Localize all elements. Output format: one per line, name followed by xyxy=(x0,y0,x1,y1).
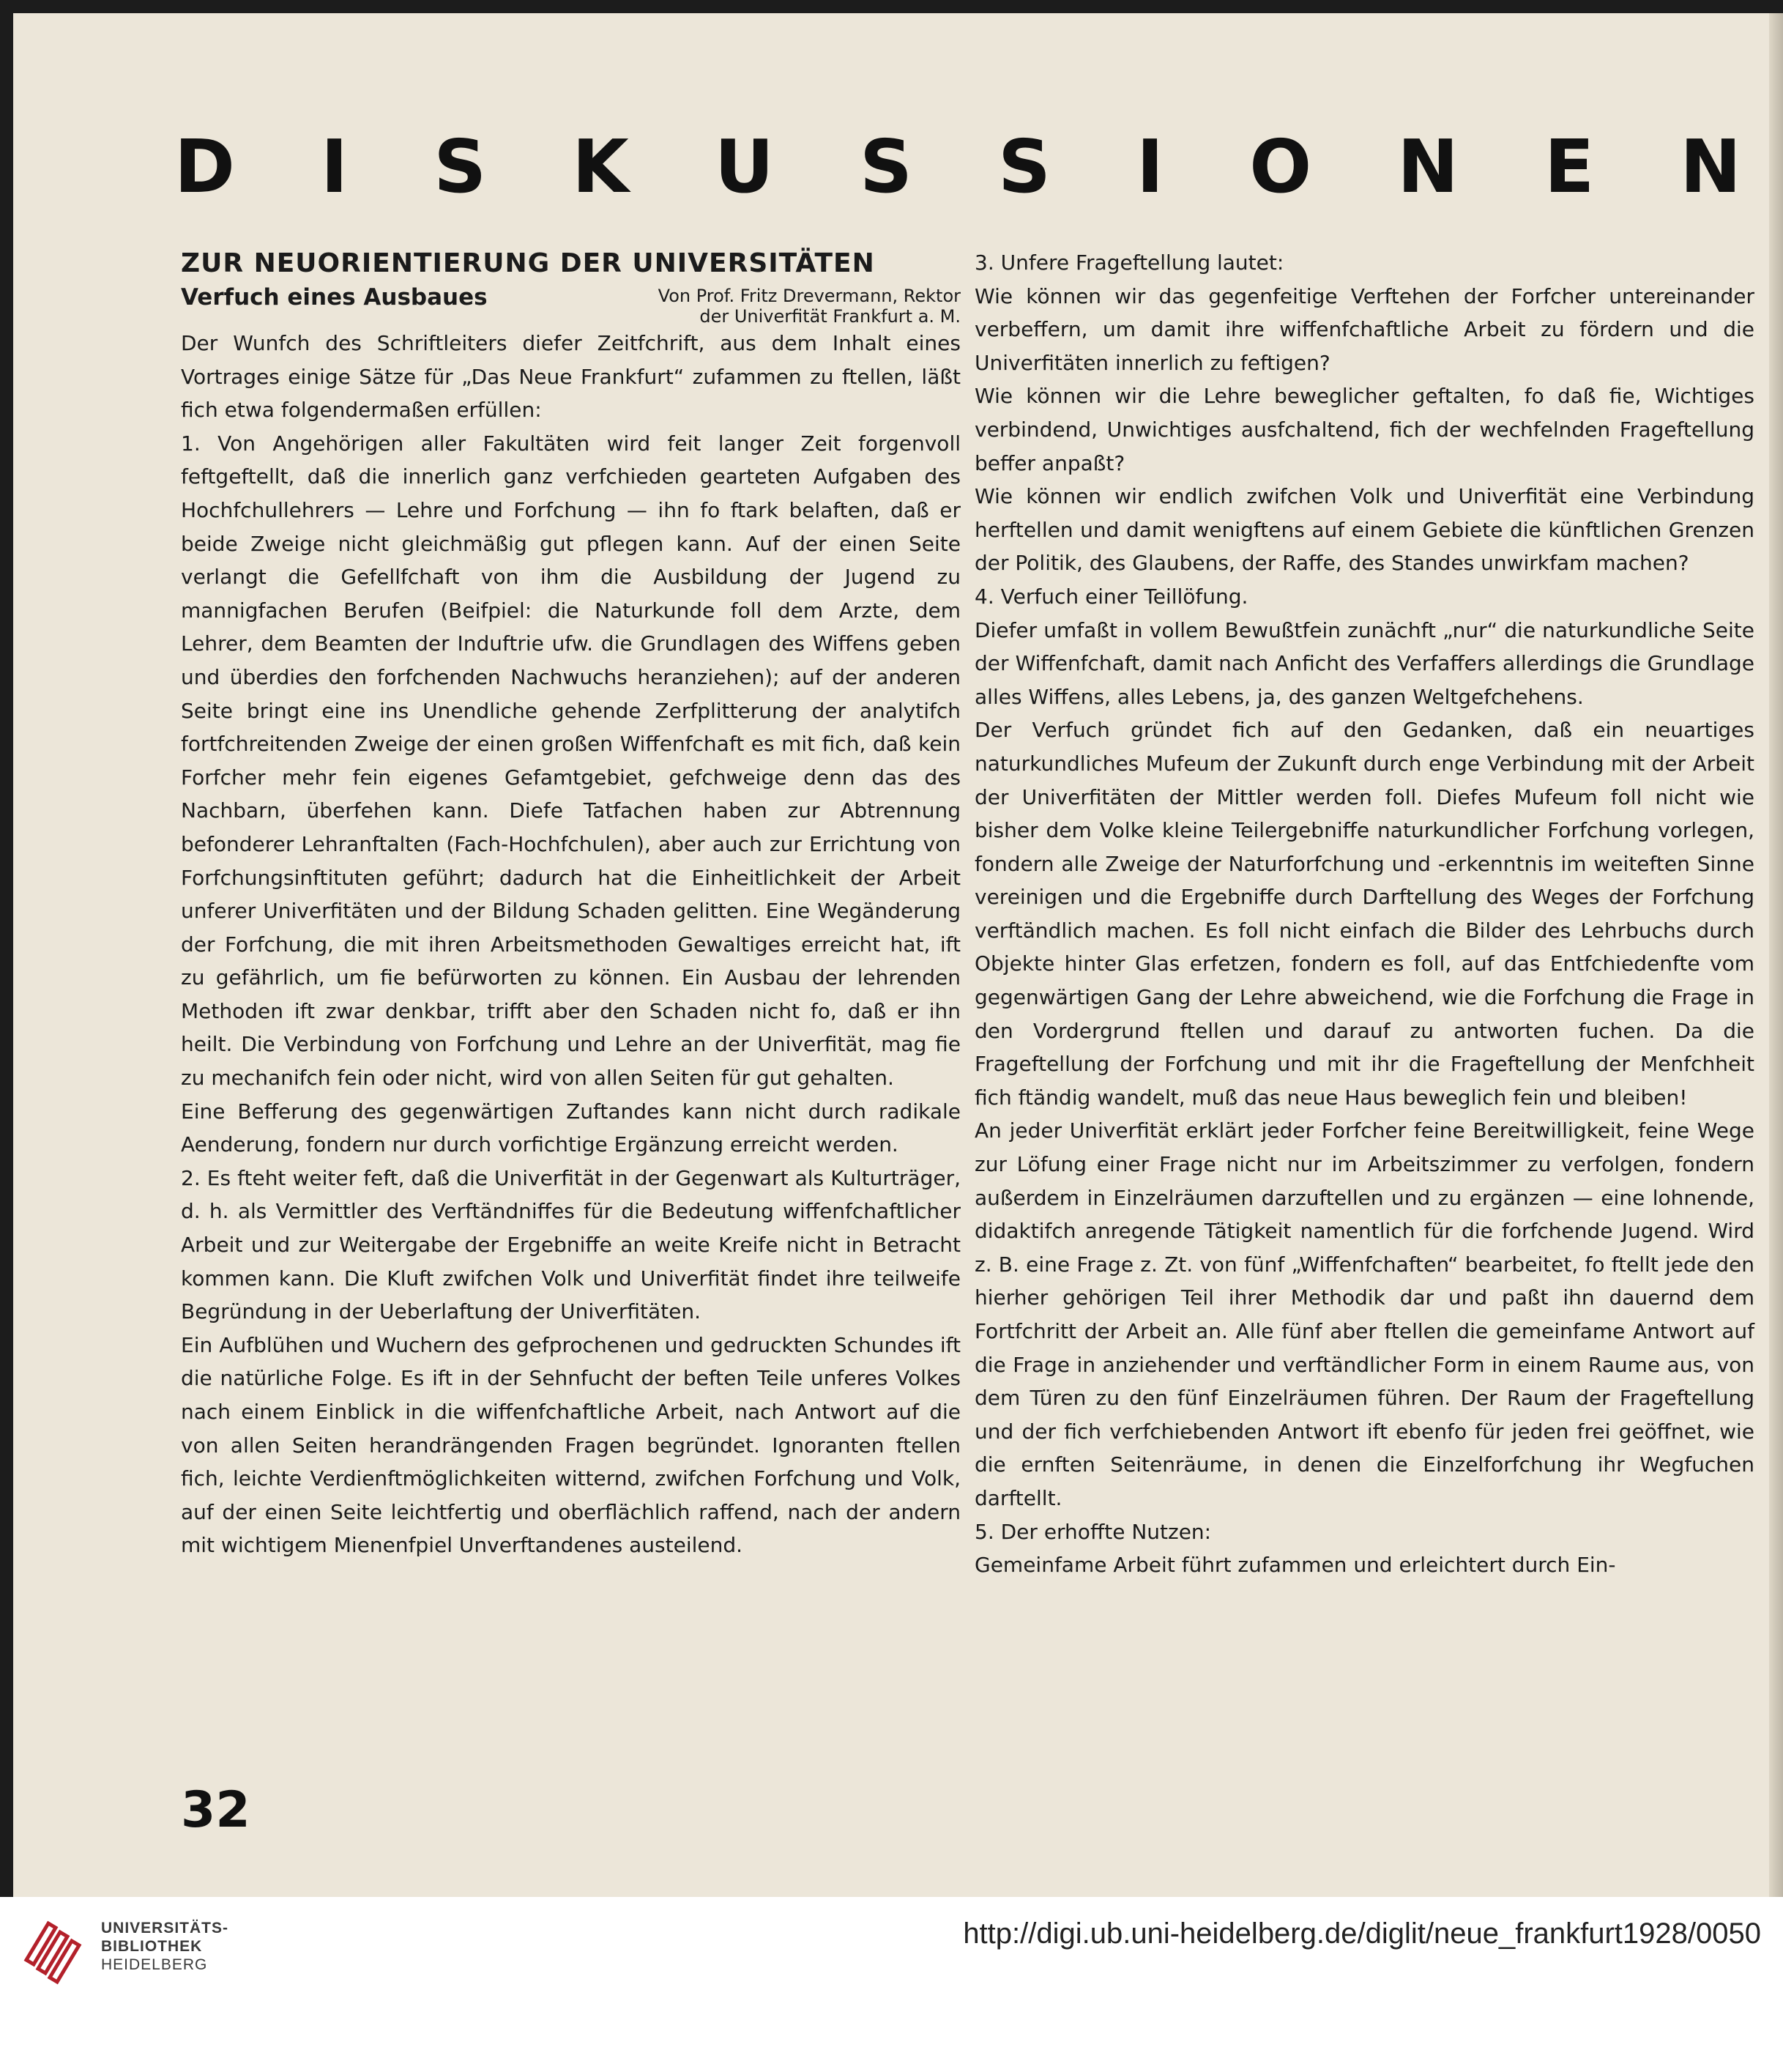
masthead-letter: E xyxy=(1544,124,1595,209)
paragraph: Wie können wir die Lehre beweglicher geftalten, fo daß fie, Wichtiges verbindend, Unwichtiges ausfchaltend, fich der wechfelnden Frageftellung beffer anpaßt? xyxy=(975,384,1754,475)
page-number: 32 xyxy=(181,1781,250,1839)
paragraph: Der Wunfch des Schriftleiters diefer Zeitfchrift, aus dem Inhalt eines Vortrages einige Sätze für „Das Neue Frankfurt“ zufammen zu ftellen, läßt fich etwa folgendermaßen erfüllen: xyxy=(181,331,961,423)
masthead-letter: N xyxy=(1680,124,1741,209)
masthead-letter: I xyxy=(1136,124,1164,209)
paragraph: 2. Es fteht weiter feft, daß die Univerfität in der Gegenwart als Kulturträger, d. h. als Vermittler des Verftändniffes für die Bedeutung wiffenfchaftlicher Arbeit und zur Weitergabe der Ergebniffe an weite Kreife nicht in Betracht kommen kann. Die Kluft zwifchen Volk und Univerfität findet ihre teilweife Begründung in der Ueberlaftung der Univerfitäten. xyxy=(181,1165,961,1324)
article-subtitle: Verfuch eines Ausbaues xyxy=(181,284,488,311)
library-name-line: UNIVERSITÄTS- xyxy=(101,1920,229,1937)
paragraph: Der Verfuch gründet fich auf den Gedanken, daß ein neuartiges naturkundliches Mufeum der Zukunft durch enge Verbindung mit der Arbeit der Univerfitäten der Mittler werden foll. Diefes Mufeum foll nicht wie bisher dem Volke kleine Teilergebniffe naturkundlicher Forfchung vorlegen, fondern alle Zweige der Naturforfchung und -erkenntnis im weiteften Sinne vereinigen und die Ergebniffe durch Darftellung des Weges der Forfchung verftändlich machen. Es foll nicht einfach die Bilder des Lehrbuchs durch Objekte hinter Glas erfetzen, fondern es foll, auf das Entfchiedenfte vom gegenwärtigen Gang der Lehre abweichend, wie die Forfchung die Frage in den Vordergrund ftellen und darauf zu antworten fuchen. Da die Frageftellung der Forfchung und mit ihr die Frageftellung der Menfchheit fich ftändig wandelt, muß das neue Haus beweglich fein und bleiben! xyxy=(975,718,1754,1110)
masthead-letter: K xyxy=(572,124,629,209)
scanned-page xyxy=(13,13,1783,1897)
masthead-letter: S xyxy=(859,124,912,209)
permalink-url[interactable]: http://digi.ub.uni-heidelberg.de/diglit/neue_frankfurt1928/0050 xyxy=(963,1917,1761,1950)
byline xyxy=(658,286,961,327)
paragraph: 4. Verfuch einer Teillöfung. xyxy=(975,584,1248,609)
paragraph: 1. Von Angehörigen aller Fakultäten wird feit langer Zeit forgenvoll feftgeftellt, daß die innerlich ganz verfchieden gearteten Aufgaben des Hochfchullehrers — Lehre und Forfchung — ihn fo ftark belaften, daß er beide Zweige nicht gleichmäßig gut pflegen kann. Auf der einen Seite verlangt die Gefellfchaft von ihm die Ausbildung der Jugend zu mannigfachen Berufen (Beifpiel: die Naturkunde foll dem Arzte, dem Lehrer, dem Beamten der Induftrie ufw. die Grundlagen des Wiffens geben und überdies den forfchenden Nachwuchs heranziehen); auf der anderen Seite bringt eine ins Unendliche gehende Zerfplitterung der analytifch fortfchreitenden Zweige der einen großen Wiffenfchaft es mit fich, daß kein Forfcher mehr fein eigenes Gefamtgebiet, gefchweige denn das des Nachbarn, überfehen kann. Diefe Tatfachen haben zur Abtrennung befonderer Lehranftalten (Fach-Hochfchulen), aber auch zur Errichtung von Forfchungsinftituten geführt; dadurch hat die Einheitlichkeit der Arbeit unferer Univerfitäten und der Bildung Schaden gelitten. Eine Wegänderung der Forfchung, die mit ihren Arbeitsmethoden Gewaltiges erreicht hat, ift zu gefährlich, um fie befürworten zu können. Ein Ausbau der lehrenden Methoden ift zwar denkbar, trifft aber den Schaden nicht fo, daß er ihn heilt. Die Verbindung von Forfchung und Lehre an der Univerfität, mag fie zu mechanifch fein oder nicht, wird von allen Seiten für gut gehalten. xyxy=(181,431,961,1091)
article-title: ZUR NEUORIENTIERUNG DER UNIVERSITÄTEN xyxy=(181,248,875,278)
masthead-letter: S xyxy=(998,124,1051,209)
paragraph: An jeder Univerfität erklärt jeder Forfcher feine Bereitwilligkeit, feine Wege zur Löfung einer Frage nicht nur im Arbeitszimmer zu verfolgen, fondern außerdem in Einzelräumen darzuftellen und zu ergänzen — eine lohnende, didaktifch anregende Tätigkeit namentlich für die forfchende Jugend. Wird z. B. eine Frage z. Zt. von fünf „Wiffenfchaften“ bearbeitet, fo ftellt jede den hierher gehörigen Teil ihrer Methodik dar und paßt ihn dauernd dem Fortfchritt der Arbeit an. Alle fünf aber ftellen die gemeinfame Antwort auf die Frage in anziehender und verftändlicher Form in einem Raume aus, von dem Türen zu den fünf Einzelräumen führen. Der Raum der Frageftellung und der fich verfchiebenden Antwort ift ebenfo für jeden frei geöffnet, wie die ernften Seitenräume, in denen die Einzelforfchung ihr Wegfuchen darftellt. xyxy=(975,1118,1754,1510)
library-logo-icon[interactable] xyxy=(19,1916,86,1989)
right-column xyxy=(975,246,1754,1582)
masthead-letter: O xyxy=(1249,124,1312,209)
masthead-letter: U xyxy=(714,124,774,209)
masthead-letter: N xyxy=(1397,124,1459,209)
paragraph: Wie können wir endlich zwifchen Volk und Univerfität eine Verbindung herftellen und damit wenigftens auf einem Gebiete die künftlichen Grenzen der Politik, des Glaubens, der Raffe, des Standes unwirkfam machen? xyxy=(975,484,1754,576)
byline-line: der Univerfität Frankfurt a. M. xyxy=(699,306,961,327)
viewer-footer xyxy=(0,1897,1783,2072)
byline-line: Von Prof. Fritz Drevermann, Rektor xyxy=(658,286,961,306)
library-name-line: HEIDELBERG xyxy=(101,1956,208,1973)
library-name-line: BIBLIOTHEK xyxy=(101,1938,203,1955)
paragraph: 5. Der erhoffte Nutzen: xyxy=(975,1519,1212,1544)
paragraph: Wie können wir das gegenfeitige Verftehen der Forfcher untereinander verbeffern, um damit ihre wiffenfchaftliche Arbeit zu fördern und die Univerfitäten innerlich zu feftigen? xyxy=(975,283,1754,375)
paragraph: Diefer umfaßt in vollem Bewußtfein zunächft „nur“ die naturkundliche Seite der Wiffenfchaft, damit nach Anficht des Verfaffers allerdings die Grundlage alles Wiffens, alles Lebens, ja, des ganzen Weltgefchehens. xyxy=(975,617,1754,709)
paragraph: Eine Befferung des gegenwärtigen Zuftandes kann nicht durch radikale Aenderung, fondern nur durch vorfichtige Ergänzung erreicht werden. xyxy=(181,1099,961,1157)
paragraph: Gemeinfame Arbeit führt zufammen und erleichtert durch Ein- xyxy=(975,1553,1616,1578)
masthead-letter: S xyxy=(433,124,487,209)
subtitle-row xyxy=(181,281,961,327)
library-name[interactable] xyxy=(101,1919,228,1974)
masthead xyxy=(174,124,1741,209)
paragraph: 3. Unfere Frageftellung lautet: xyxy=(975,250,1284,275)
masthead-letter: D xyxy=(174,124,236,209)
left-column xyxy=(181,246,961,1562)
paragraph: Ein Aufblühen und Wuchern des gefprochenen und gedruckten Schundes ift die natürliche Folge. Es ift in der Sehnfucht der beften Teile unferes Volkes nach einem Einblick in die wiffenfchaftliche Arbeit, nach Antwort auf die von allen Seiten herandrängenden Fragen begründet. Ignoranten ftellen fich, leichte Verdienftmöglichkeiten witternd, zwifchen Forfchung und Volk, auf der einen Seite leichtfertig und oberflächlich raffend, nach der andern mit wichtigem Mienenfpiel Unverftandenes austeilend. xyxy=(181,1332,961,1558)
masthead-letter: I xyxy=(321,124,349,209)
